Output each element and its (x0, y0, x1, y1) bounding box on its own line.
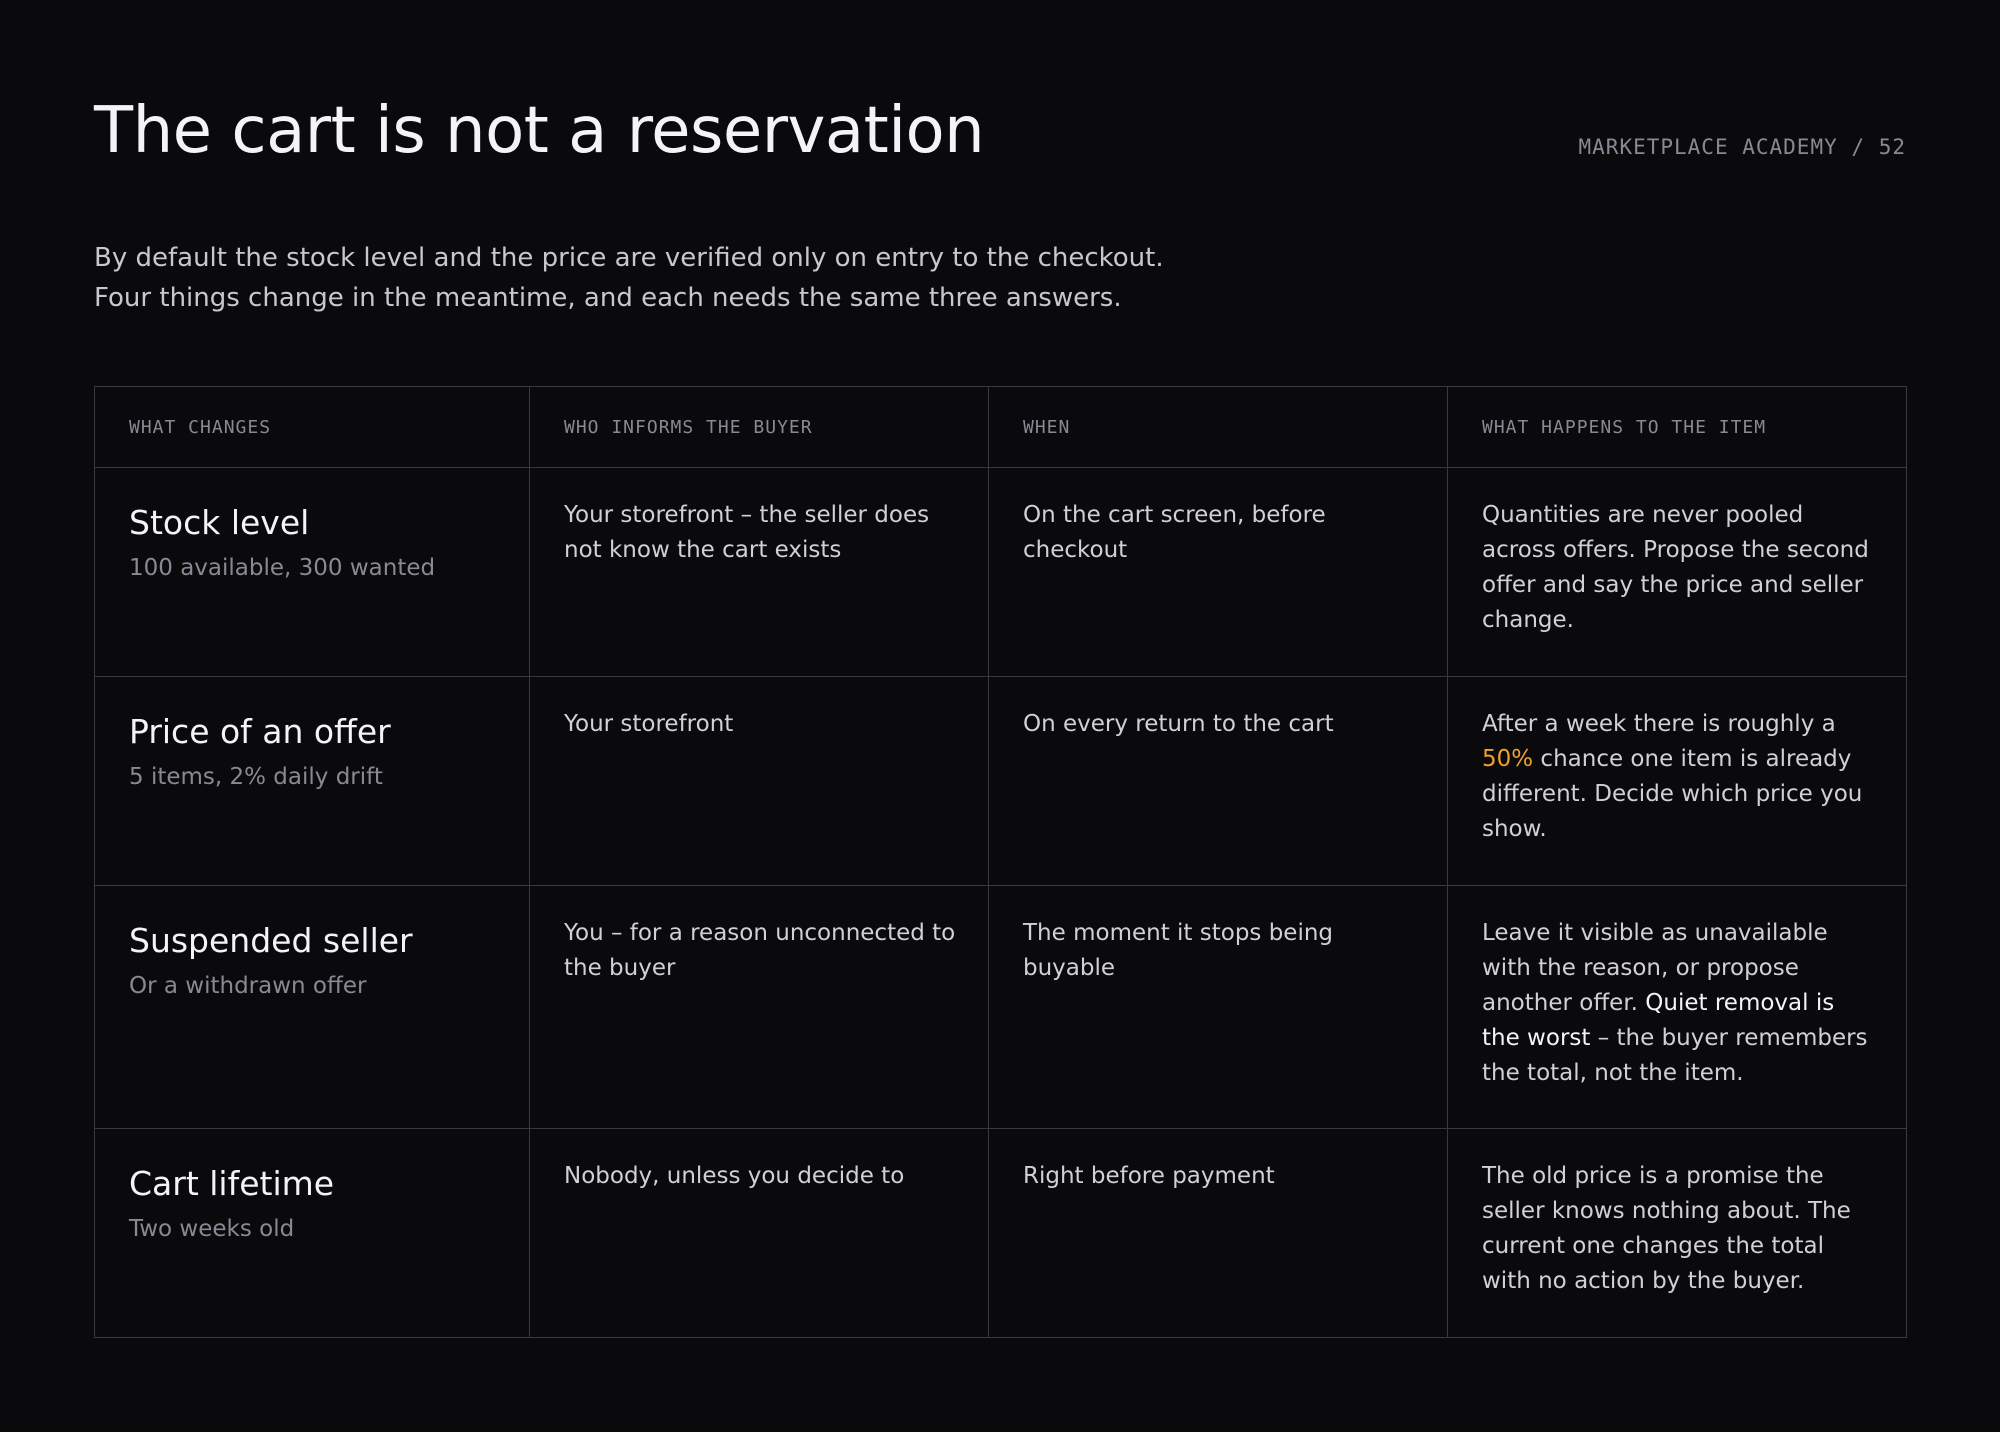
change-subtitle: Or a withdrawn offer (129, 973, 367, 999)
intro-line-2: Four things change in the meantime, and each needs the same three answers. (94, 283, 1122, 313)
who-cell: Your storefront – the seller does not know the cart exists (530, 468, 989, 677)
change-cell (95, 468, 530, 677)
column-header-what-changes: WHAT CHANGES (95, 387, 530, 468)
when-cell: The moment it stops being buyable (989, 886, 1448, 1129)
table-row (95, 886, 1907, 1129)
emphasis-text: Quiet removal is the worst (1482, 990, 1835, 1051)
probability-highlight: 50% (1482, 746, 1534, 772)
brand-name: MARKETPLACE ACADEMY (1578, 135, 1838, 159)
outcome-cell: The old price is a promise the seller knows nothing about. The current one changes the total with no action by the buyer. (1448, 1129, 1907, 1338)
table-row (95, 677, 1907, 886)
page-title: The cart is not a reservation (94, 94, 985, 168)
change-cell (95, 1129, 530, 1338)
table-row (95, 1129, 1907, 1338)
changes-table (94, 386, 1907, 1338)
change-title: Price of an offer (129, 712, 391, 751)
outcome-text: After a week there is roughly a (1482, 711, 1836, 737)
change-title: Suspended seller (129, 921, 413, 960)
page-number: 52 (1878, 135, 1906, 159)
outcome-text: Leave it visible as unavailable with the reason, or propose another offer. (1482, 920, 1828, 1016)
separator: / (1851, 135, 1866, 159)
outcome-cell (1448, 677, 1907, 886)
outcome-text: – the buyer remembers the total, not the item. (1482, 1025, 1868, 1086)
change-title: Cart lifetime (129, 1164, 335, 1203)
who-cell: Your storefront (530, 677, 989, 886)
intro-text (94, 238, 1594, 318)
column-header-what-happens: WHAT HAPPENS TO THE ITEM (1448, 387, 1907, 468)
outcome-text: chance one item is already different. Decide which price you show. (1482, 746, 1863, 842)
who-cell: Nobody, unless you decide to (530, 1129, 989, 1338)
table-header-row (95, 387, 1907, 468)
course-page-label (1579, 132, 1906, 162)
when-cell: Right before payment (989, 1129, 1448, 1338)
outcome-cell (1448, 886, 1907, 1129)
when-cell: On the cart screen, before checkout (989, 468, 1448, 677)
change-subtitle: 100 available, 300 wanted (129, 555, 436, 581)
change-cell (95, 677, 530, 886)
who-cell: You – for a reason unconnected to the buyer (530, 886, 989, 1129)
change-subtitle: 5 items, 2% daily drift (129, 764, 383, 790)
change-cell (95, 886, 530, 1129)
when-cell: On every return to the cart (989, 677, 1448, 886)
column-header-who-informs: WHO INFORMS THE BUYER (530, 387, 989, 468)
slide (94, 0, 1906, 1432)
change-title: Stock level (129, 503, 310, 542)
outcome-cell: Quantities are never pooled across offers. Propose the second offer and say the price and seller change. (1448, 468, 1907, 677)
change-subtitle: Two weeks old (129, 1216, 295, 1242)
intro-line-1: By default the stock level and the price are verified only on entry to the checkout. (94, 243, 1164, 273)
column-header-when: WHEN (989, 387, 1448, 468)
table-row (95, 468, 1907, 677)
